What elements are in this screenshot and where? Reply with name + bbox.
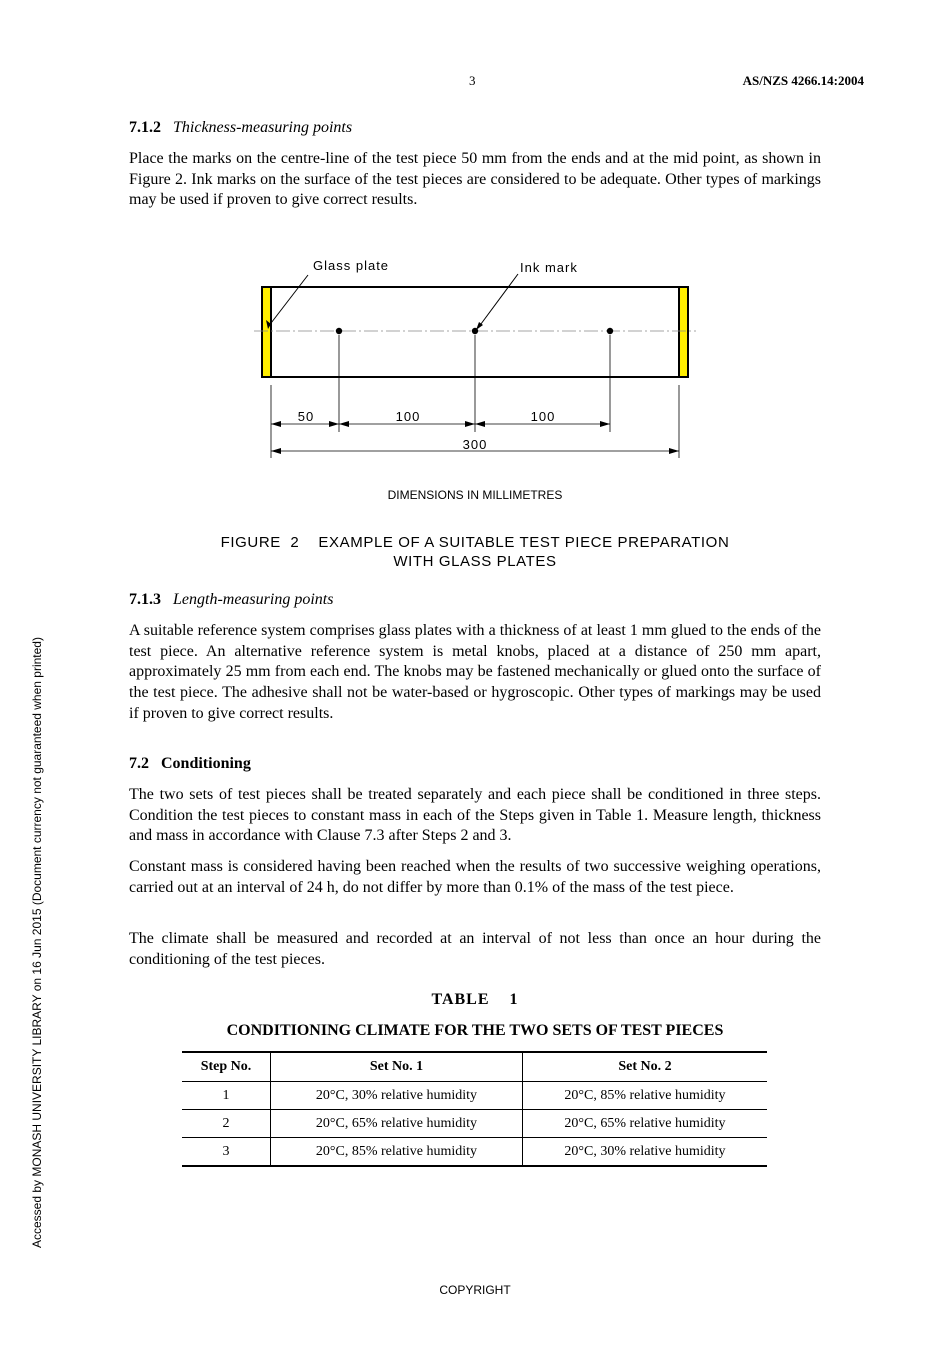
paragraph-7-2-a: The two sets of test pieces shall be treated separately and each piece shall be conditioned in three steps. Condition the test pieces to constant mass in each of the Steps given in Table 1. Measure length, thickness and mass in accordance with Clause 7.3 after Steps 2 and 3. xyxy=(129,786,821,845)
header-set-no-1: Set No. 1 xyxy=(271,1052,523,1082)
section-heading-7-2 xyxy=(129,755,251,773)
section-title: Conditioning xyxy=(161,755,251,772)
label-glass-plate: Glass plate xyxy=(313,258,390,273)
glass-plate-left xyxy=(262,287,271,377)
paragraph-7-1-3: A suitable reference system comprises glass plates with a thickness of at least 1 mm glued to the ends of the test piece. An alternative reference system is metal knobs, placed at a distance of 250 mm apart, approximately 25 mm from each end. The knobs may be fastened mechanically or glued onto the surface of the test piece. The adhesive shall not be water-based or hygroscopic. Other types of markings may be used if proven to give correct results. xyxy=(129,622,821,722)
figure-2-diagram xyxy=(250,250,700,465)
dim-label-100-b: 100 xyxy=(530,409,556,424)
figure-caption-line-1: FIGURE 2 EXAMPLE OF A SUITABLE TEST PIECE PREPARATION xyxy=(220,534,730,551)
table-row xyxy=(182,1110,767,1138)
cell-set-1: 20°C, 65% relative humidity xyxy=(271,1110,523,1138)
cell-set-1: 20°C, 30% relative humidity xyxy=(271,1082,523,1110)
table-title: CONDITIONING CLIMATE FOR THE TWO SETS OF TEST PIECES xyxy=(226,1022,724,1039)
dim-label-300: 300 xyxy=(462,437,488,452)
cell-step: 1 xyxy=(182,1082,271,1110)
dim-label-100-a: 100 xyxy=(395,409,421,424)
standard-id: AS/NZS 4266.14:2004 xyxy=(742,73,864,88)
table-row xyxy=(182,1138,767,1167)
ink-mark-3 xyxy=(607,328,613,334)
cell-set-1: 20°C, 85% relative humidity xyxy=(271,1138,523,1167)
table-header-row xyxy=(182,1052,767,1082)
cell-set-2: 20°C, 85% relative humidity xyxy=(523,1082,768,1110)
cell-set-2: 20°C, 30% relative humidity xyxy=(523,1138,768,1167)
footer-copyright: COPYRIGHT xyxy=(439,1283,511,1297)
section-number: 7.1.3 xyxy=(129,591,161,608)
conditioning-climate-table xyxy=(182,1051,767,1167)
table-label: TABLE 1 xyxy=(431,991,519,1008)
figure-caption-line-2: WITH GLASS PLATES xyxy=(393,553,557,570)
cell-step: 3 xyxy=(182,1138,271,1167)
section-title: Thickness-measuring points xyxy=(173,119,353,136)
page-number: 3 xyxy=(469,73,476,88)
paragraph-7-1-2: Place the marks on the centre-line of the test piece 50 mm from the ends and at the mid point, as shown in Figure 2. Ink marks on the surface of the test pieces are considered to be adequate. Other types of markings may be used if proven to give correct results. xyxy=(129,150,821,209)
section-title: Length-measuring points xyxy=(173,591,334,608)
figure-caption xyxy=(0,533,950,571)
section-heading-7-1-2 xyxy=(129,119,352,137)
section-number: 7.1.2 xyxy=(129,119,161,136)
access-side-note: Accessed by MONASH UNIVERSITY LIBRARY on 16 Jun 2015 (Document currency not guaranteed when printed) xyxy=(30,637,44,1248)
header-set-no-2: Set No. 2 xyxy=(523,1052,768,1082)
cell-step: 2 xyxy=(182,1110,271,1138)
section-heading-7-1-3 xyxy=(129,591,333,609)
table-row xyxy=(182,1082,767,1110)
label-ink-mark: Ink mark xyxy=(520,260,578,275)
cell-set-2: 20°C, 65% relative humidity xyxy=(523,1110,768,1138)
section-number: 7.2 xyxy=(129,755,149,772)
ink-mark-1 xyxy=(336,328,342,334)
dim-label-50: 50 xyxy=(297,409,315,424)
paragraph-7-2-b: Constant mass is considered having been reached when the results of two successive weighing operations, carried out at an interval of 24 h, do not differ by more than 0.1% of the mass of the test piece. xyxy=(129,858,821,896)
figure-units-note: DIMENSIONS IN MILLIMETRES xyxy=(387,488,563,502)
glass-plate-right xyxy=(679,287,688,377)
paragraph-7-2-c: The climate shall be measured and recorded at an interval of not less than once an hour during the conditioning of the test pieces. xyxy=(129,930,821,968)
header-step-no: Step No. xyxy=(182,1052,271,1082)
